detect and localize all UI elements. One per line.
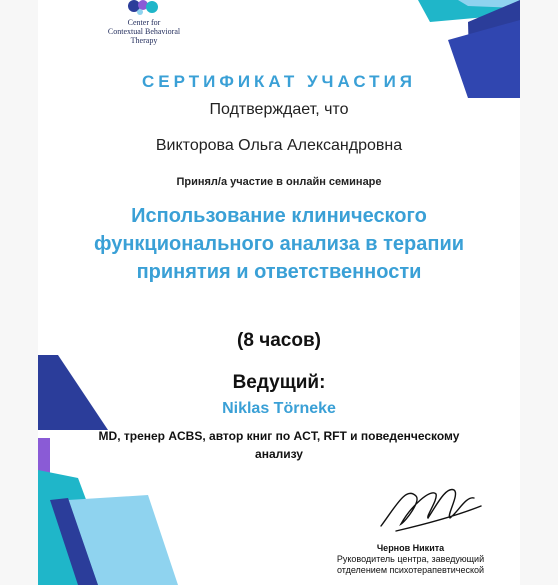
hours-text: (8 часов) <box>237 330 321 351</box>
host-description: MD, тренер ACBS, автор книг по ACT, RFT и поведенческому анализу <box>98 429 460 461</box>
signatory-position-1: Руководитель центра, заведующий <box>336 554 485 564</box>
signatory-block <box>308 543 513 576</box>
signatory-position-2: отделением психотерапевтической <box>336 565 485 575</box>
logo-line-1: Center for <box>127 18 161 27</box>
participant-name: Викторова Ольга Александровна <box>155 137 403 154</box>
host-name: Niklas Törneke <box>222 400 336 417</box>
certificate-sheet <box>38 0 520 585</box>
seminar-title: Использование клинического функционального анализа в терапии принятия и ответственности <box>93 205 465 283</box>
logo-line-3: Therapy <box>130 36 158 45</box>
logo-line-2: Contextual Behavioral <box>107 27 181 36</box>
participation-text: Принял/а участие в онлайн семинаре <box>176 176 382 188</box>
confirm-text: Подтверждает, что <box>209 101 349 118</box>
handwritten-signature <box>376 476 486 536</box>
host-label: Ведущий: <box>232 372 326 393</box>
signatory-name: Чернов Никита <box>376 543 445 553</box>
certificate-title: СЕРТИФИКАТ УЧАСТИЯ <box>141 72 417 91</box>
logo-text <box>78 18 210 45</box>
